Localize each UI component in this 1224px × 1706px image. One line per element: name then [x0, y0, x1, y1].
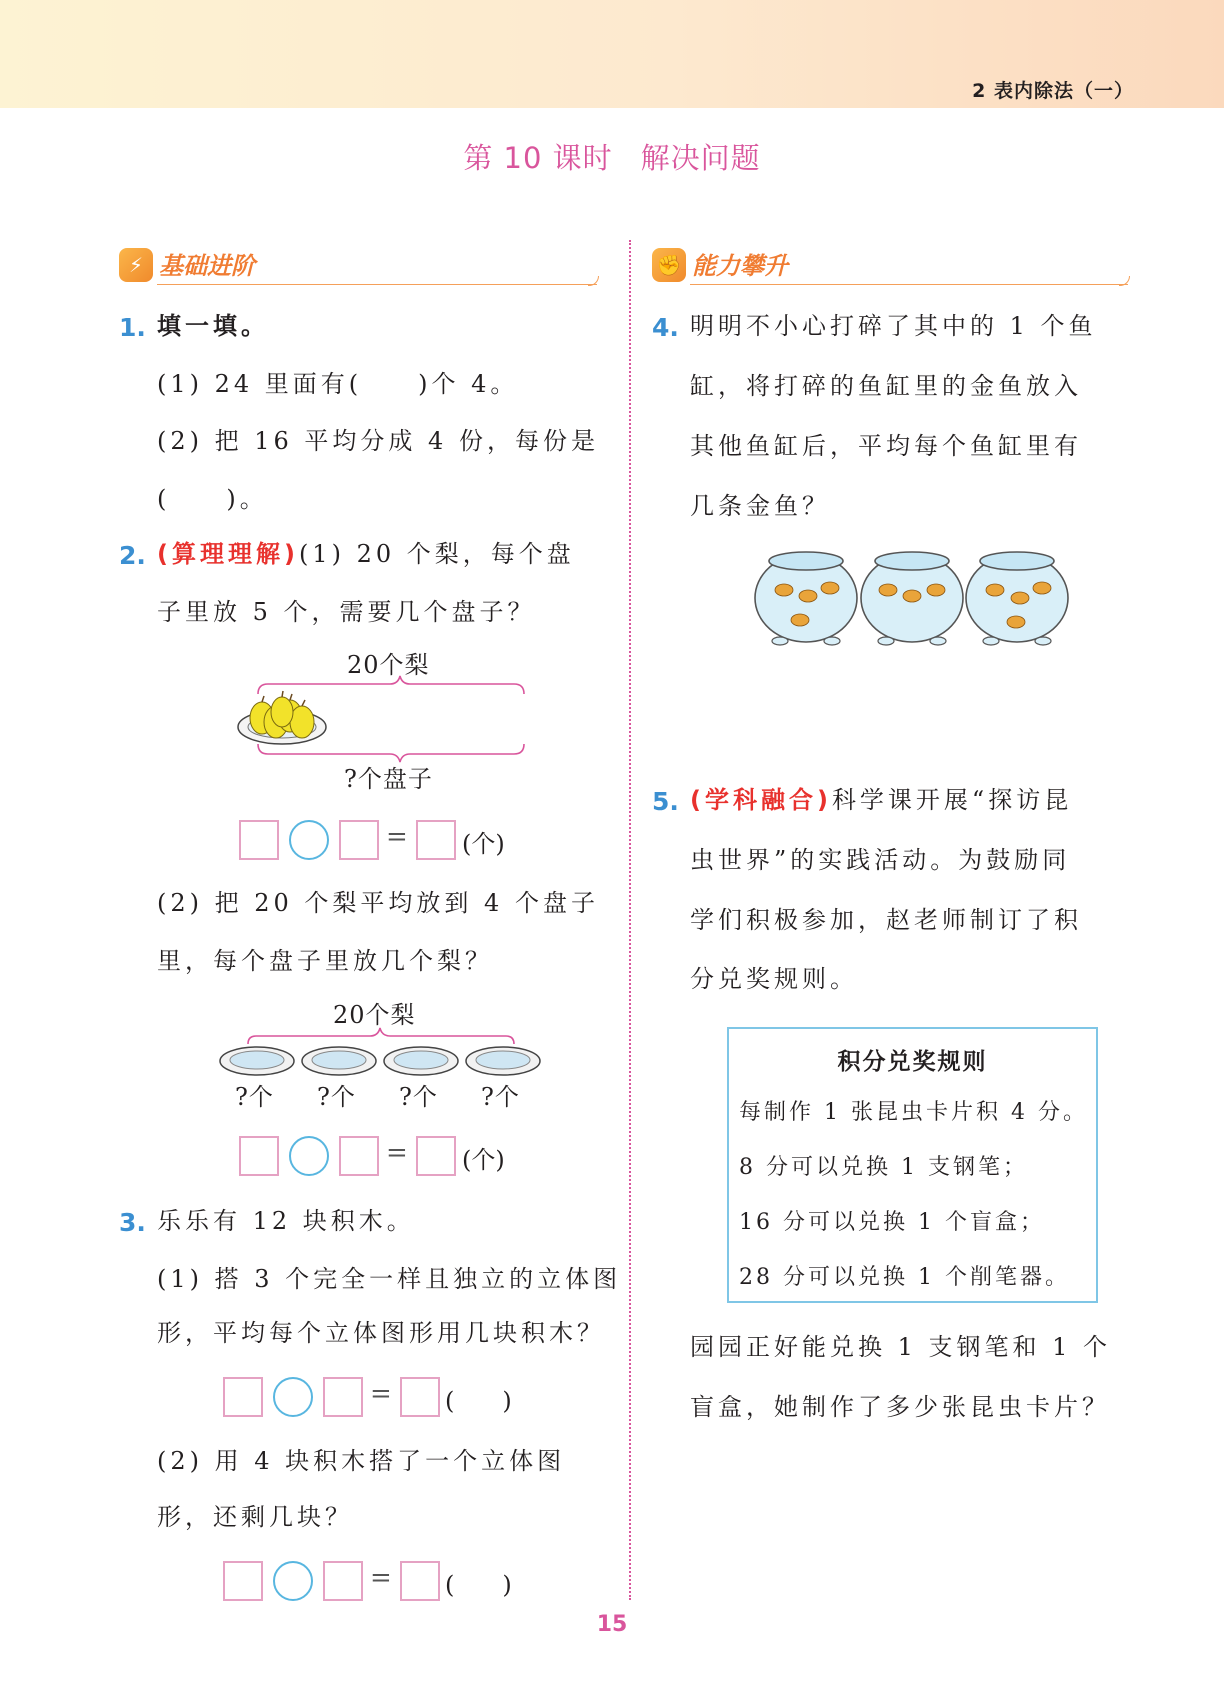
q5-tag: (学科融合) [690, 786, 832, 814]
q2-part2-line2: 里，每个盘子里放几个梨？ [157, 947, 493, 975]
question-number: 4. [652, 313, 679, 342]
q2-part2-line1: (2) 把 20 个梨平均放到 4 个盘子 [157, 889, 599, 917]
plate-label: ?个 [235, 1083, 274, 1111]
q5-line: 分兑奖规则。 [690, 965, 858, 993]
plate-count-label: ?个盘子 [344, 765, 433, 793]
q5-line: 虫世界”的实践活动。为鼓励同 [690, 846, 1071, 874]
unit-label: (个) [462, 1146, 505, 1174]
question-number: 2. [119, 541, 146, 570]
section-basic-title: 基础进阶 [159, 252, 255, 280]
q5-line: 科学课开展“探访昆 [831, 786, 1073, 814]
rule-item: 每制作 1 张昆虫卡片积 4 分。 [739, 1100, 1088, 1125]
q3-part1-line2: 形，平均每个立体图形用几块积木？ [157, 1319, 605, 1347]
q4-line: 其他鱼缸后，平均每个鱼缸里有 [690, 432, 1082, 460]
q3-part2-line1: (2) 用 4 块积木搭了一个立体图 [157, 1447, 566, 1475]
section-advanced-title: 能力攀升 [692, 252, 788, 280]
q1-title: 填一填。 [157, 312, 269, 340]
question-number: 3. [119, 1208, 146, 1237]
q3-part1-line1: (1) 搭 3 个完全一样且独立的立体图 [157, 1265, 622, 1293]
unit-blank[interactable]: ( ) [445, 1571, 512, 1599]
pear-count-label-2: 20个梨 [333, 1001, 416, 1029]
q1-part2-line2: ( )。 [157, 485, 268, 513]
lesson-number: 第 10 课时 [463, 141, 613, 175]
plate-label: ?个 [399, 1083, 438, 1111]
rules-box [727, 1027, 1098, 1303]
q2-part1-line2: 子里放 5 个，需要几个盘子？ [157, 598, 536, 626]
chapter-title: 2 表内除法（一） [972, 80, 1134, 102]
q1-part1: (1) 24 里面有( )个 4。 [157, 370, 519, 398]
unit-label: (个) [462, 830, 505, 858]
flex-arm-icon: ✊ [652, 248, 686, 282]
q5-line: 学们积极参加，赵老师制订了积 [690, 906, 1082, 934]
q1-part2-line1: (2) 把 16 平均分成 4 份，每份是 [157, 427, 599, 455]
q5-question-line: 盲盒，她制作了多少张昆虫卡片？ [690, 1393, 1110, 1421]
rule-item: 16 分可以兑换 1 个盲盒； [739, 1210, 1045, 1235]
q4-line: 几条金鱼？ [690, 492, 830, 520]
q2-tag: (算理理解) [157, 540, 299, 568]
page-number: 15 [596, 1612, 628, 1637]
question-number: 5. [652, 787, 679, 816]
question-number: 1. [119, 313, 146, 342]
unit-blank[interactable]: ( ) [445, 1387, 512, 1415]
rules-title: 积分兑奖规则 [837, 1049, 988, 1075]
pear-count-label: 20个梨 [347, 651, 430, 679]
equals-sign: = [370, 1563, 392, 1593]
equals-sign: = [370, 1379, 392, 1409]
rule-item: 8 分可以兑换 1 支钢笔； [739, 1155, 1028, 1180]
equals-sign: = [386, 822, 408, 852]
q4-line: 明明不小心打碎了其中的 1 个鱼 [690, 312, 1097, 340]
q3-part2-line2: 形，还剩几块？ [157, 1503, 353, 1531]
plate-label: ?个 [481, 1083, 520, 1111]
rule-item: 28 分可以兑换 1 个削笔器。 [739, 1265, 1070, 1290]
running-figure-icon: ⚡ [119, 248, 153, 282]
q3-intro: 乐乐有 12 块积木。 [157, 1207, 415, 1235]
equals-sign: = [386, 1138, 408, 1168]
q2-part1-line1: (1) 20 个梨，每个盘 [298, 540, 575, 568]
lesson-name: 解决问题 [640, 141, 761, 175]
q5-question-line: 园园正好能兑换 1 支钢笔和 1 个 [690, 1333, 1112, 1361]
q4-line: 缸，将打碎的鱼缸里的金鱼放入 [690, 372, 1082, 400]
plate-label: ?个 [317, 1083, 356, 1111]
